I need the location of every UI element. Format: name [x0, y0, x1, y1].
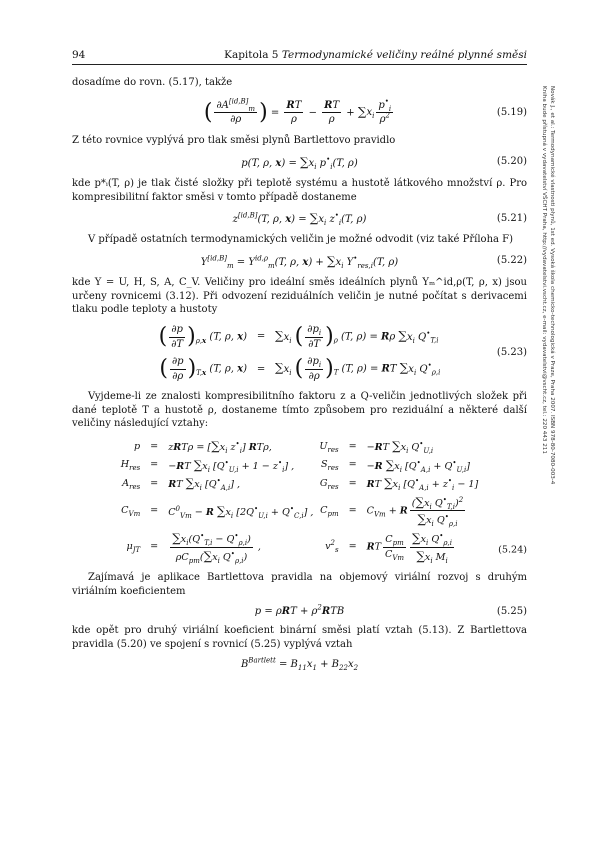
paragraph-4: V případě ostatních termodynamických veličin je možné odvodit (viz také Příloha F)	[88, 234, 513, 246]
paragraph-3: kde p*ᵢ(T, ρ) je tlak čisté složky při teplotě systému a hustotě látkového množství ρ. Pro kompresibilitní faktor směsi v tomto případě dostaneme	[72, 177, 527, 203]
paragraph-6: Vyjdeme-li ze znalosti kompresibilitního faktoru z a Q-veličin jednotlivých složek při dané teplotě T a hustotě ρ, dostaneme tímto způsobem pro reziduální a některé další veličiny následující vztahy:	[72, 390, 527, 430]
side-citation-line-2: Kniha bude přístupná v vydavatelství VŠCHT Praha, http://vydavatelstvi.vscht.cz, e-mail: vydavatelstvi@vscht.cz, tel.: 220 443 211	[540, 86, 547, 454]
paragraph-1: dosadíme do rovn. (5.17), takže	[72, 77, 233, 88]
chapter-title: Kapitola 5 Termodynamické veličiny reálné plynné směsi	[224, 49, 527, 61]
equation-number-5-21: (5.21)	[496, 212, 527, 224]
equation-number-5-23: (5.23)	[496, 347, 527, 359]
equation-number-5-24: (5.24)	[498, 544, 527, 556]
equation-5-22: $Y[id,B]_m = Y^{id,\rho}_m(T$, ρ, $x) + \sum x_i$ $Y^•_{res,i}(T$, ρ) (5.22)	[200, 253, 527, 270]
side-citation-line-1: Novák J., et al.: Termodynamické vlastnosti plynů, 1st ed. Vysoká škola chemicko-technologická v Praze, Praha 2007. ISBN 978-80-7080-003-4	[549, 86, 555, 485]
equation-5-23: ( $\frac{\partial p}{\partial T}$ )$_{\rho,x}$ (T, ρ, x) = $\sum x_i$ ( $\frac{\partial p_i}{\partial T}$ )$_\rho$ (T, ρ) = Rρ $\sum x_i$ $Q^•_{T,i}$ ( $\frac{\partial p}{\partial\rho}$ )$_{T,x}$ (T, ρ, x) = $\sum x_i$ ( $\frac{\partial p_i}{\partial\rho}$ )$_T$ (T, ρ) = RT $\sum x_i$ $Q^•_{\rho,i}$ (5.23)	[158, 324, 527, 383]
side-citation	[540, 86, 556, 484]
equation-5-20: p(T, ρ, $x) = \sum x_i$ $p^•_i(T$, ρ) (5.20)	[241, 154, 527, 171]
equation-5-24: p = $zRT\rho = [\sum x_i$ $z^•_i$] RTρ, $U_{res}$ = −RT $\sum x_i$ $Q^•_{U,i}$ $H_{res}$ = −RT $\sum x_i$ $[Q^•_{U,i} + 1 - z^•_i]$ , $S_{res}$ = −R $\sum x_i$ $[Q^•_{A,i} + Q^•_{U,i}]$ $A_{res}$ = RT $\sum x_i$ $[Q^•_{A,i}]$ , $G_{res}$ = RT $\sum x_i$ $[Q^•_{A,i} + z^•_i - 1]$ $C_{Vm}$ = $C^0_{Vm} - R$ $\sum x_i$ $[2Q^•_{U,i} + Q^•_{C,i}]$ , $C_{pm}$ = $C_{Vm} + R$ $\frac{(\sum x_i Q^•_{T,i})^2}{\sum x_i Q^•_{\rho,i}}$ $\mu_{JT}$ = $\frac{\sum x_i(Q^•_{T,i} - Q^•_{\rho,i})}{\rho C_{pm}(\sum x_i Q^•_{\rho,i})}$ , $v^2_s$ = RT $\frac{C_{pm}}{C_{Vm}}$ $\frac{\sum x_i Q^•_{\rho,i}}{\sum x_i M_i}$ (5.24)	[120, 439, 527, 565]
equation-number-5-19: (5.19)	[496, 107, 527, 119]
paragraph-8: kde opět pro druhý viriální koeficient binární směsi platí vztah (5.13). Z Bartlettova pravidla (5.20) ve spojení s rovnicí (5.25) vyplývá vztah	[72, 625, 527, 651]
equation-5-21: z[id,B](T, ρ, $x) = \sum x_i$ $z^•_i(T$, ρ) (5.21)	[232, 211, 527, 228]
paragraph-5: kde Y = U, H, S, A, C_V. Veličiny pro ideální směs ideálních plynů Yₘ^id,ρ(T, ρ, x) jsou určeny rovnicemi (3.12). Při odvození reziduálních veličin je nutné počítat s derivacemi tlaku podle teploty a hustoty	[72, 276, 527, 316]
running-header	[72, 48, 527, 65]
equation-5-25: $p = \rho RT + \rho^2RTB$ (5.25)	[254, 603, 527, 617]
paragraph-7: Zajímavá je aplikace Bartlettova pravidla na objemový viriální rozvoj s druhým viriálním koeficientem	[72, 572, 527, 597]
page-number: 94	[72, 49, 86, 61]
equation-number-5-20: (5.20)	[496, 156, 527, 168]
page-body	[72, 76, 527, 678]
equation-5-19: ( $\frac{\partial A^{[id,B]}_m}{\partial\rho}$ ) = $\frac{RT}{\rho}$ − $\frac{RT}{\rho}$ + $\sum x_i$ $\frac{p^•_i}{\rho^2}$ (5.19)	[203, 97, 527, 126]
equation-number-5-25: (5.25)	[496, 605, 527, 617]
equation-number-5-22: (5.22)	[496, 255, 527, 267]
equation-bartlett-b: $B^{Bartlett} = B_{11}x_1 + B_{22}x_2$	[240, 656, 359, 673]
paragraph-2: Z této rovnice vyplývá pro tlak směsi plynů Bartlettovo pravidlo	[72, 135, 396, 147]
